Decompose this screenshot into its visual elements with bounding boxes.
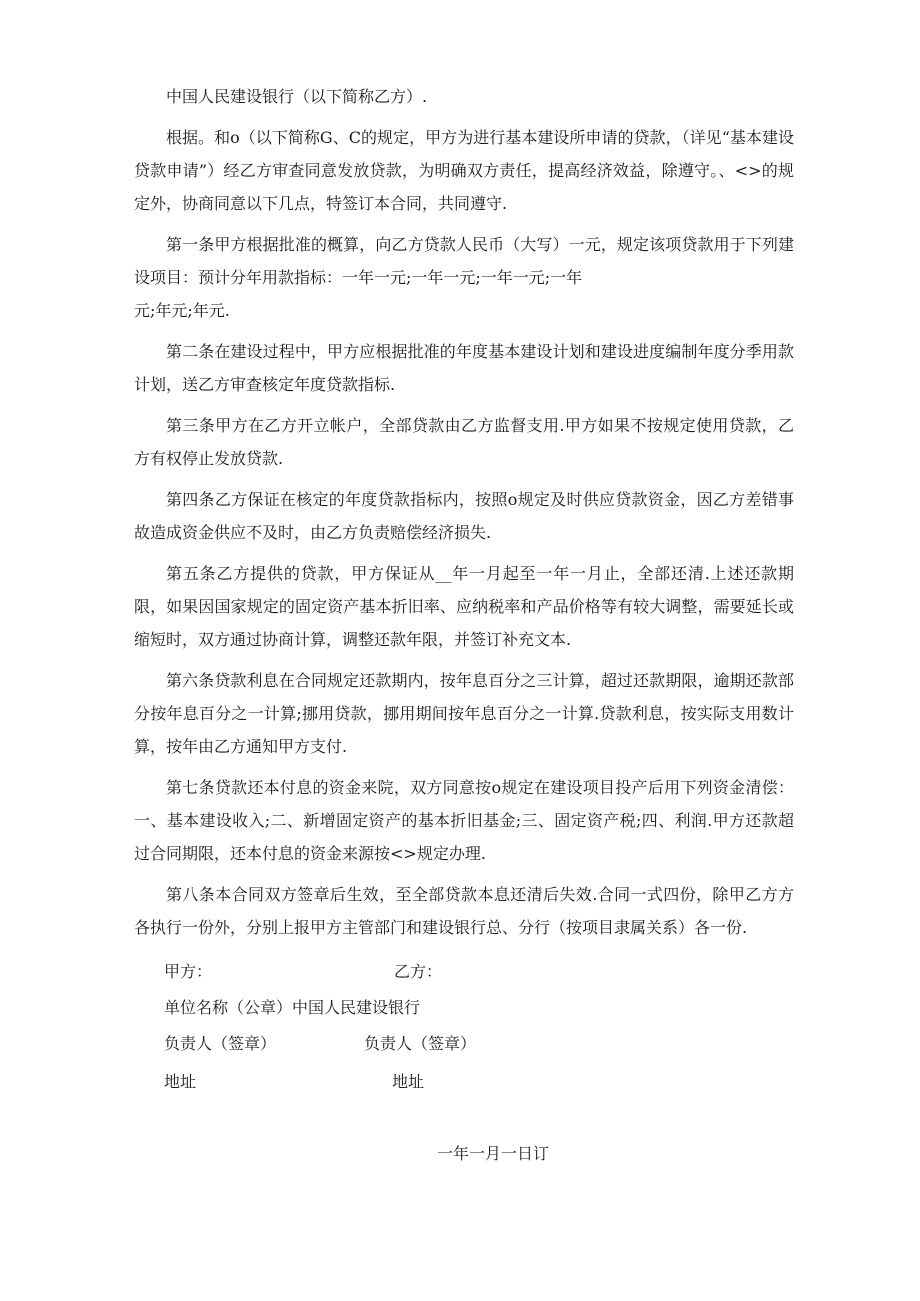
preamble-paragraph: 根据。和ο（以下简称G、C的规定，甲方为进行基本建设所申请的贷款，（详见“基本建设贷款申请”）经乙方审查同意发放贷款，为明确双方责任，提高经济效益，除遵守。、<>的规定外，协商同意以下几点，特签订本合同，共同遵守. [134, 128, 794, 213]
article-1-continuation: 元;年元;年元. [134, 301, 230, 320]
article-1-paragraph: 第一条甲方根据批准的概算，向乙方贷款人民币（大写）一元，规定该项贷款用于下列建设项目：预计分年用款指标：一年一元;一年一元;一年一元;一年 [134, 235, 794, 287]
party-b-person-label: 负责人（签章） [364, 1034, 477, 1053]
article-8-paragraph: 第八条本合同双方签章后生效，至全部贷款本息还清后失效.合同一式四份，除甲乙方方各执行一份外，分别上报甲方主管部门和建设银行总、分行（按项目隶属关系）各一份. [134, 885, 794, 937]
contract-body [134, 80, 794, 952]
article-6-paragraph: 第六条贷款利息在合同规定还款期内，按年息百分之三计算，超过还款期限，逾期还款部分按年息百分之一计算;挪用贷款，挪用期间按年息百分之一计算.贷款利息，按实际支用数计算，按年由乙方通知甲方支付. [134, 671, 794, 756]
article-5-paragraph: 第五条乙方提供的贷款，甲方保证从__年一月起至一年一月止，全部还清.上述还款期限，如果因国家规定的固定资产基本折旧率、应纳税率和产品价格等有较大调整，需要延长或缩短时，双方通过协商计算，调整还款年限，并签订补充文本. [134, 564, 794, 649]
party-a-person-label: 负责人（签章） [164, 1034, 277, 1053]
article-7-paragraph: 第七条贷款还本付息的资金来院，双方同意按ο规定在建设项目投产后用下列资金清偿：一、基本建设收入;二、新增固定资产的基本折旧基金;三、固定资产税;四、利润.甲方还款超过合同期限，还本付息的资金来源按<>规定办理. [134, 778, 794, 863]
article-4-paragraph: 第四条乙方保证在核定的年度贷款指标内，按照ο规定及时供应贷款资金，因乙方差错事故造成资金供应不及时，由乙方负责赔偿经济损失. [134, 490, 794, 542]
signing-date-line: 一年一月一日订 [437, 1144, 550, 1163]
party-b-label: 乙方： [394, 962, 443, 981]
article-2-paragraph: 第二条在建设过程中，甲方应根据批准的年度基本建设计划和建设进度编制年度分季用款计划，送乙方审查核定年度贷款指标. [134, 342, 794, 394]
bank-intro-paragraph: 中国人民建设银行（以下简称乙方）. [166, 87, 428, 106]
article-3-paragraph: 第三条甲方在乙方开立帐户，全部贷款由乙方监督支用.甲方如果不按规定使用贷款，乙方有权停止发放贷款. [134, 416, 794, 468]
unit-name-line: 单位名称（公章）中国人民建设银行 [164, 998, 421, 1017]
party-a-label: 甲方： [164, 962, 213, 981]
party-a-address-label: 地址 [164, 1072, 197, 1091]
party-b-address-label: 地址 [392, 1072, 425, 1091]
